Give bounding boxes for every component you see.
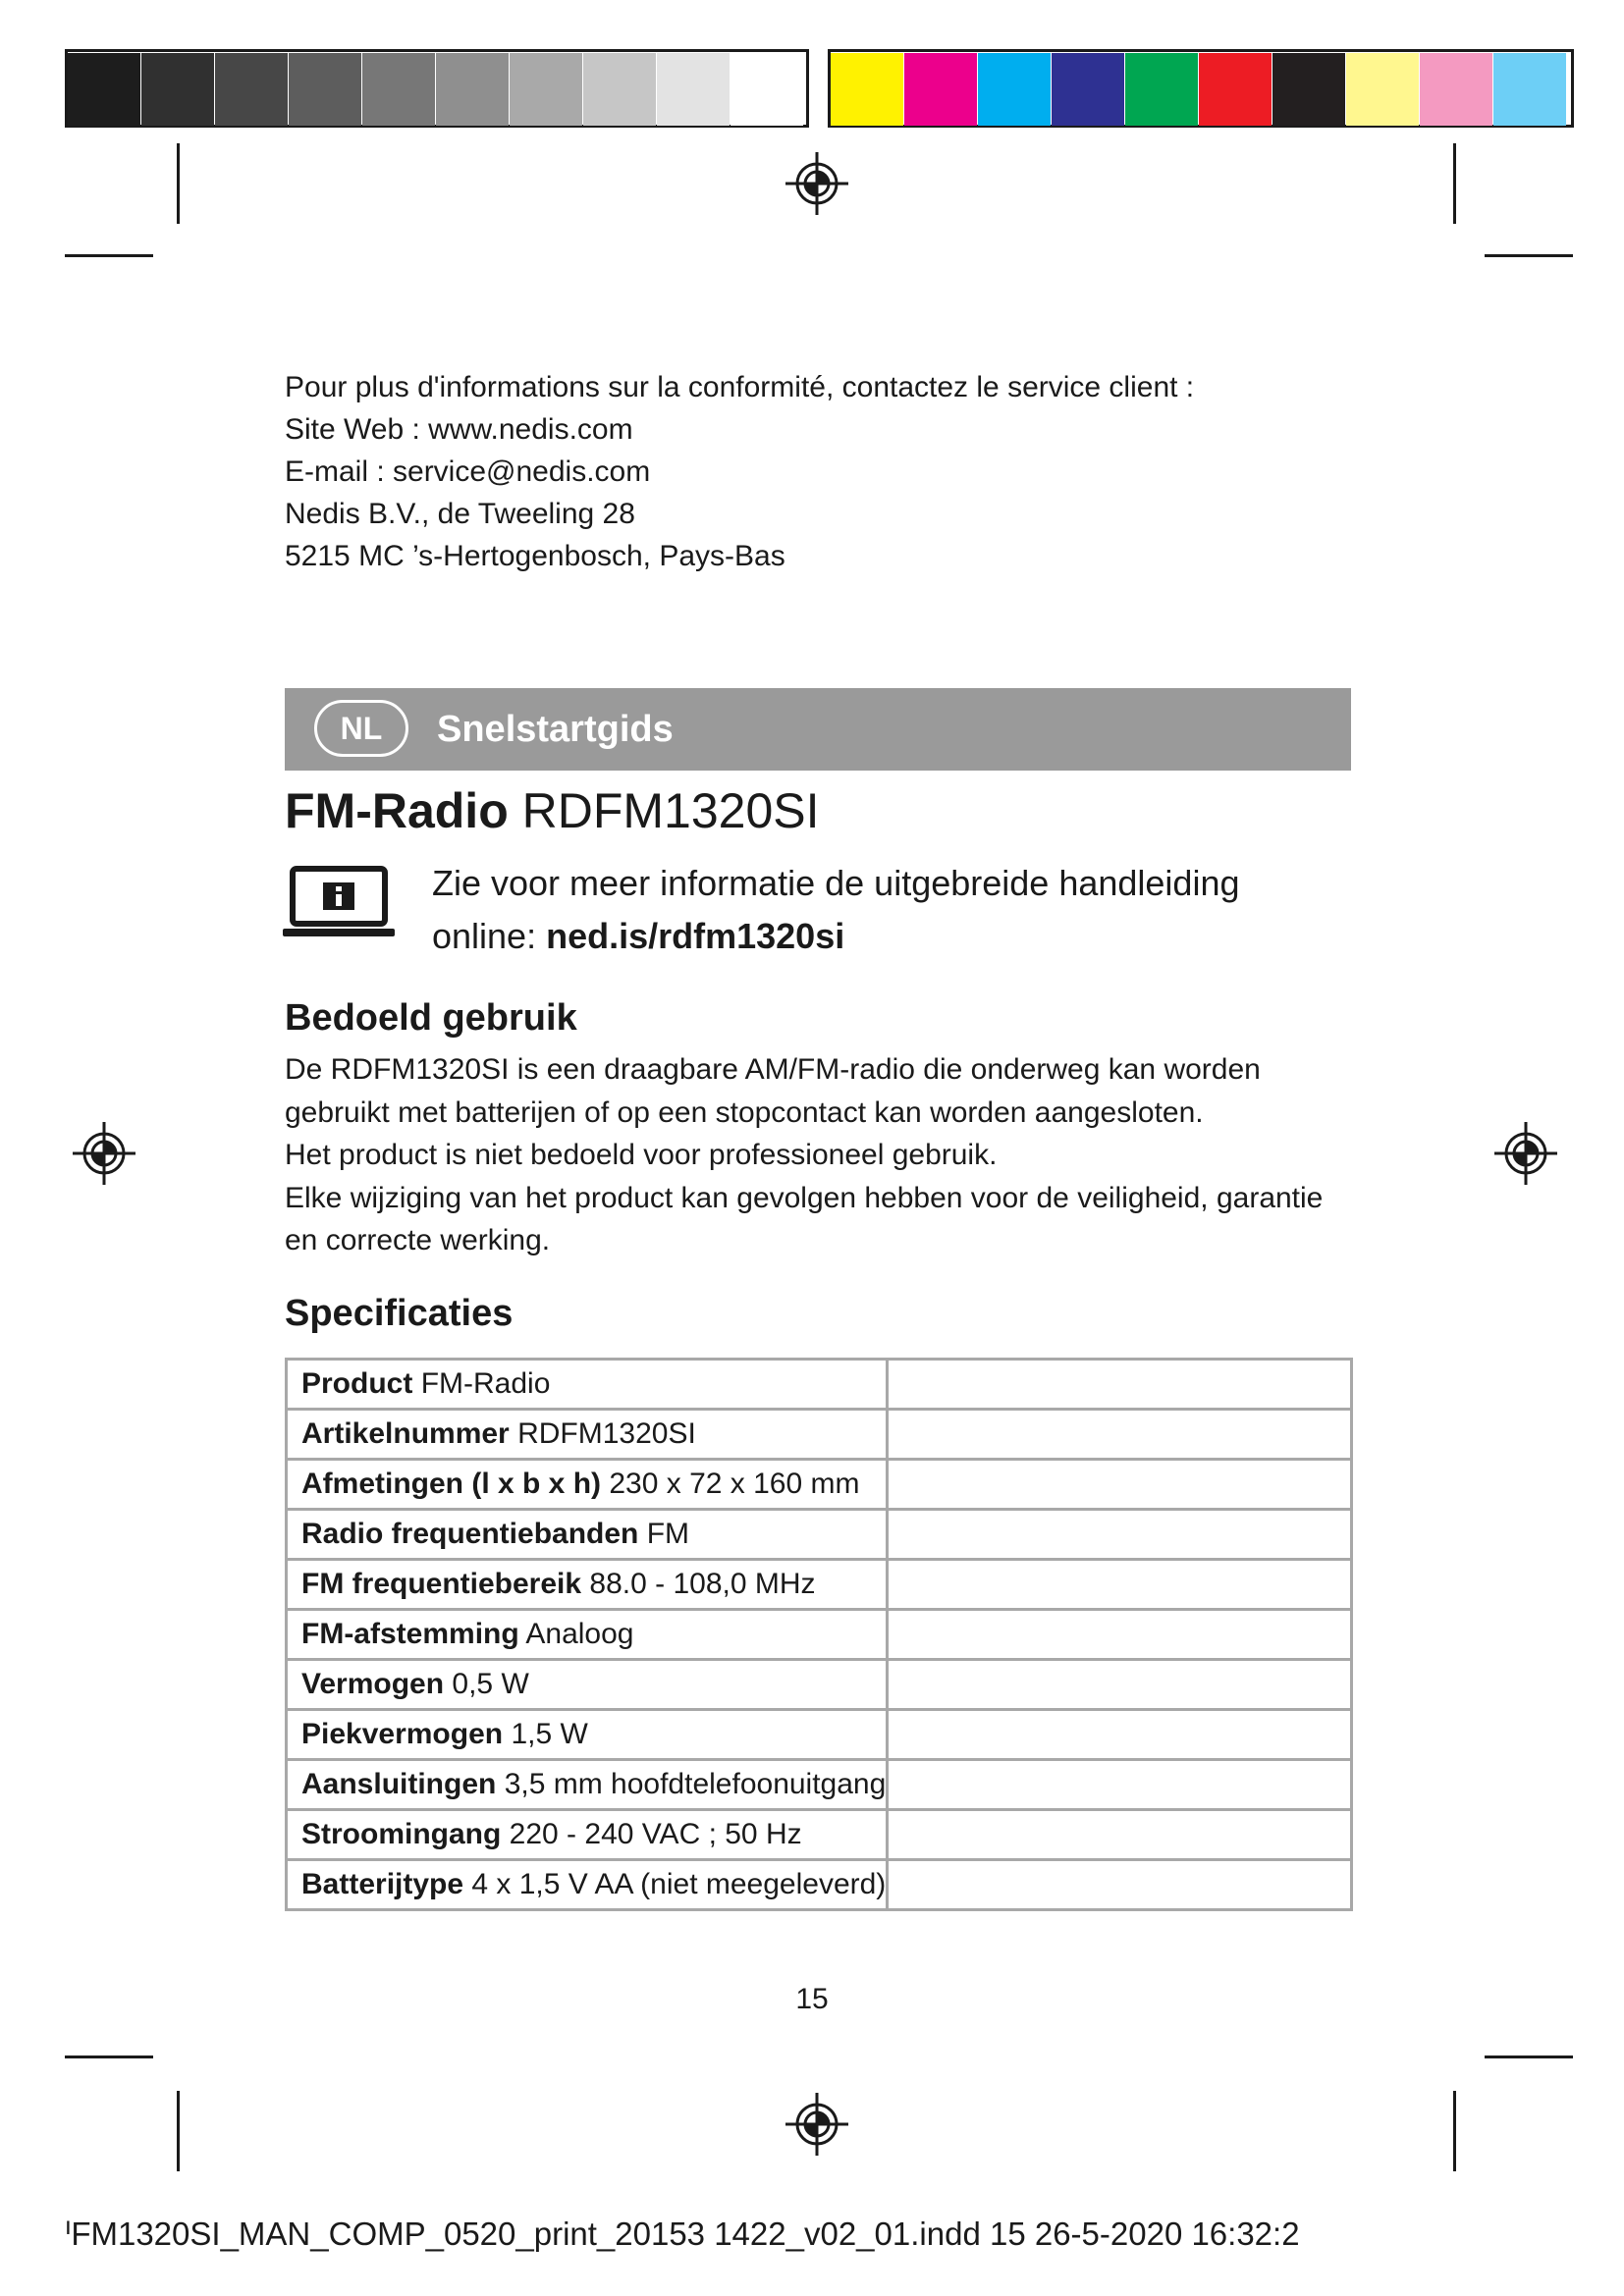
spec-key: Stroomingang (301, 1818, 502, 1850)
spec-value: 230 x 72 x 160 mm (609, 1468, 860, 1500)
spec-empty-cell (888, 1760, 1352, 1810)
spec-empty-cell (888, 1360, 1352, 1410)
color-swatch (1199, 53, 1272, 126)
registration-mark-icon (1494, 1122, 1557, 1185)
spec-empty-cell (888, 1610, 1352, 1660)
spec-value: RDFM1320SI (517, 1417, 696, 1450)
product-model: RDFM1320SI (521, 783, 820, 838)
spec-key: Artikelnummer (301, 1417, 510, 1450)
contact-line: 5215 MC ’s-Hertogenbosch, Pays-Bas (285, 540, 785, 572)
intended-use-text (285, 1048, 1365, 1262)
paragraph-line: Elke wijziging van het product kan gevolgen hebben voor de veiligheid, garantie (285, 1181, 1324, 1214)
spec-cell (287, 1760, 888, 1810)
spec-row (287, 1410, 1352, 1460)
spec-key: Radio frequentiebanden (301, 1518, 639, 1550)
section-header-band (285, 688, 1351, 771)
spec-cell (287, 1560, 888, 1610)
crop-mark (65, 254, 153, 257)
crop-mark (65, 2056, 153, 2058)
contact-info (285, 366, 1365, 577)
spec-row (287, 1460, 1352, 1510)
gray-swatch (731, 53, 803, 126)
language-badge: NL (314, 700, 408, 757)
spec-empty-cell (888, 1810, 1352, 1860)
print-slug: ᑊFM1320SI_MAN_COMP_0520_print_20153 1422_v02_01.indd 15 26-5-2020 16:32:2 (65, 2216, 1300, 2252)
paragraph-line: Het product is niet bedoeld voor professioneel gebruik. (285, 1139, 998, 1171)
spec-row (287, 1610, 1352, 1660)
laptop-info-icon (283, 866, 395, 940)
spec-row (287, 1560, 1352, 1610)
spec-row (287, 1360, 1352, 1410)
spec-key: Afmetingen (l x b x h) (301, 1468, 602, 1500)
spec-cell (287, 1460, 888, 1510)
paragraph-line: en correcte werking. (285, 1224, 551, 1256)
color-swatch (1493, 53, 1566, 126)
spec-cell (287, 1510, 888, 1560)
spec-value: FM-Radio (420, 1367, 551, 1400)
spec-empty-cell (888, 1710, 1352, 1760)
color-swatch (904, 53, 977, 126)
spec-value: 3,5 mm hoofdtelefoonuitgang (504, 1768, 887, 1800)
spec-row (287, 1710, 1352, 1760)
crop-mark (1453, 143, 1456, 224)
color-swatch (1052, 53, 1124, 126)
contact-line: E-mail : service@nedis.com (285, 455, 651, 488)
online-manual-line (432, 910, 1239, 963)
spec-cell (287, 1860, 888, 1910)
gray-swatch (510, 53, 582, 126)
product-name: FM-Radio (285, 783, 509, 838)
gray-swatch (657, 53, 730, 126)
spec-value: 220 - 240 VAC ; 50 Hz (509, 1818, 802, 1850)
spec-cell (287, 1660, 888, 1710)
specifications-heading: Specificaties (285, 1293, 514, 1334)
spec-key: Product (301, 1367, 413, 1400)
spec-value: 88.0 - 108,0 MHz (589, 1568, 816, 1600)
gray-swatch (289, 53, 361, 126)
gray-swatch (436, 53, 509, 126)
online-manual-line: Zie voor meer informatie de uitgebreide handleiding (432, 863, 1240, 903)
color-swatch (978, 53, 1051, 126)
spec-value: 1,5 W (511, 1718, 588, 1750)
spec-empty-cell (888, 1560, 1352, 1610)
page-number: 15 (795, 1983, 829, 2015)
spec-cell (287, 1810, 888, 1860)
spec-row (287, 1510, 1352, 1560)
gray-swatch (362, 53, 435, 126)
spec-cell (287, 1710, 888, 1760)
crop-mark (177, 143, 180, 224)
registration-mark-icon (73, 1122, 135, 1185)
crop-mark (1453, 2091, 1456, 2171)
spec-empty-cell (888, 1410, 1352, 1460)
spec-value: FM (646, 1518, 690, 1550)
color-swatch (1272, 53, 1345, 126)
spec-value: Analoog (525, 1618, 634, 1650)
manual-link[interactable]: ned.is/rdfm1320si (546, 916, 845, 956)
paragraph-line: De RDFM1320SI is een draagbare AM/FM-radio die onderweg kan worden (285, 1053, 1261, 1086)
gray-swatch (68, 53, 140, 126)
online-manual-note (432, 857, 1239, 963)
spec-empty-cell (888, 1510, 1352, 1560)
spec-table (285, 1358, 1353, 1911)
gray-swatch (215, 53, 288, 126)
spec-row (287, 1760, 1352, 1810)
gray-swatch (583, 53, 656, 126)
spec-empty-cell (888, 1860, 1352, 1910)
spec-cell (287, 1610, 888, 1660)
contact-line: Site Web : www.nedis.com (285, 413, 633, 446)
crop-mark (177, 2091, 180, 2171)
spec-value: 4 x 1,5 V AA (niet meegeleverd) (471, 1868, 887, 1900)
color-swatch (1346, 53, 1419, 126)
crop-mark (1485, 254, 1573, 257)
online-prefix: online: (432, 916, 547, 956)
spec-empty-cell (888, 1460, 1352, 1510)
contact-line: Pour plus d'informations sur la conformité, contactez le service client : (285, 371, 1195, 403)
spec-key: Vermogen (301, 1668, 445, 1700)
spec-row (287, 1810, 1352, 1860)
color-swatch (831, 53, 903, 126)
spec-key: Batterijtype (301, 1868, 464, 1900)
spec-row (287, 1660, 1352, 1710)
spec-row (287, 1860, 1352, 1910)
color-swatch (1125, 53, 1198, 126)
spec-key: Aansluitingen (301, 1768, 497, 1800)
intended-use-heading: Bedoeld gebruik (285, 997, 577, 1039)
spec-value: 0,5 W (452, 1668, 529, 1700)
registration-mark-icon (785, 2093, 848, 2156)
product-title (285, 778, 820, 843)
contact-line: Nedis B.V., de Tweeling 28 (285, 498, 635, 530)
crop-mark (1485, 2056, 1573, 2058)
spec-key: FM-afstemming (301, 1618, 519, 1650)
spec-key: FM frequentiebereik (301, 1568, 582, 1600)
registration-mark-icon (785, 152, 848, 215)
gray-swatch (141, 53, 214, 126)
section-title: Snelstartgids (437, 709, 674, 750)
color-swatch (1420, 53, 1492, 126)
spec-cell (287, 1360, 888, 1410)
spec-cell (287, 1410, 888, 1460)
spec-empty-cell (888, 1660, 1352, 1710)
paragraph-line: gebruikt met batterijen of op een stopcontact kan worden aangesloten. (285, 1095, 1204, 1129)
spec-key: Piekvermogen (301, 1718, 504, 1750)
